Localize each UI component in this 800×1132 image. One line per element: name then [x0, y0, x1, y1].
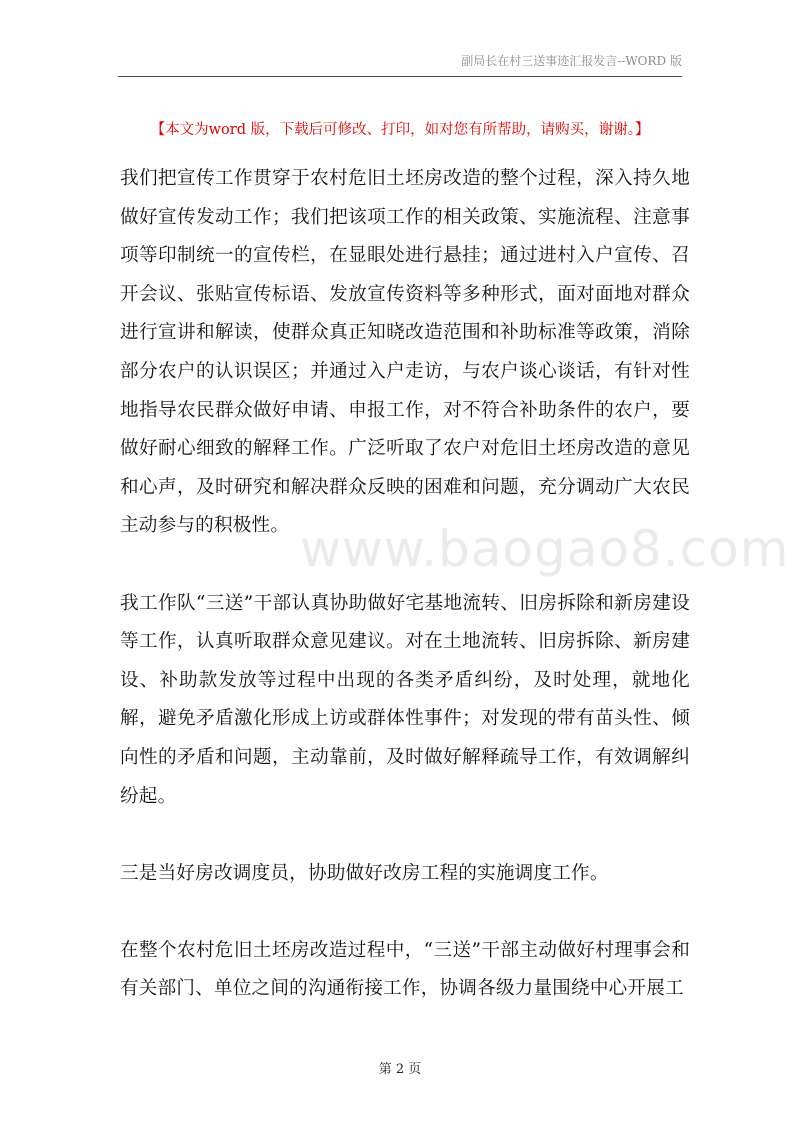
paragraph-coordination: 在整个农村危旧土坯房改造过程中，“三送”干部主动做好村理事会和有关部门、单位之间的沟通衔接工作，协调各级力量围绕中心开展工 — [120, 939, 690, 1000]
page-footer — [0, 1058, 800, 1077]
page-number: 第 2 页 — [378, 1062, 422, 1077]
download-notice: 【本文为word 版，下载后可修改、打印，如对您有所帮助，请购买，谢谢。】 — [150, 122, 650, 138]
paragraph-dispatcher: 三是当好房改调度员，协助做好改房工程的实施调度工作。 — [120, 862, 609, 884]
document-body — [120, 160, 690, 1009]
paragraph-publicity: 我们把宣传工作贯穿于农村危旧土坯房改造的整个过程，深入持久地做好宣传发动工作；我们把该项工作的相关政策、实施流程、注意事项等印制统一的宣传栏，在显眼处进行悬挂；通过进村入户宣传、召开会议、张贴宣传标语、发放宣传资料等多种形式，面对面地对群众进行宣讲和解读，使群众真正知晓改造范围和补助标准等政策，消除部分农户的认识误区；并通过入户走访，与农户谈心谈话，有针对性地指导农民群众做好申请、申报工作，对不符合补助条件的农户，要做好耐心细致的解释工作。广泛听取了农户对危旧土坯房改造的意见和心声，及时研究和解决群众反映的困难和问题，充分调动广大农民主动参与的积极性。 — [120, 168, 690, 537]
page-header — [118, 52, 682, 77]
paragraph-mediation: 我工作队“三送”干部认真协助做好宅基地流转、旧房拆除和新房建设等工作，认真听取群众意见建议。对在土地流转、旧房拆除、新房建设、补助款发放等过程中出现的各类矛盾纠纷，及时处理，就地化解，避免矛盾激化形成上访或群体性事件；对发现的带有苗头性、倾向性的矛盾和问题，主动靠前，及时做好解释疏导工作，有效调解纠纷起。 — [120, 592, 690, 807]
header-title: 副局长在村三送事迹汇报发言--WORD 版 — [461, 54, 682, 68]
watermark-text: www.baogao8.com — [300, 520, 790, 578]
